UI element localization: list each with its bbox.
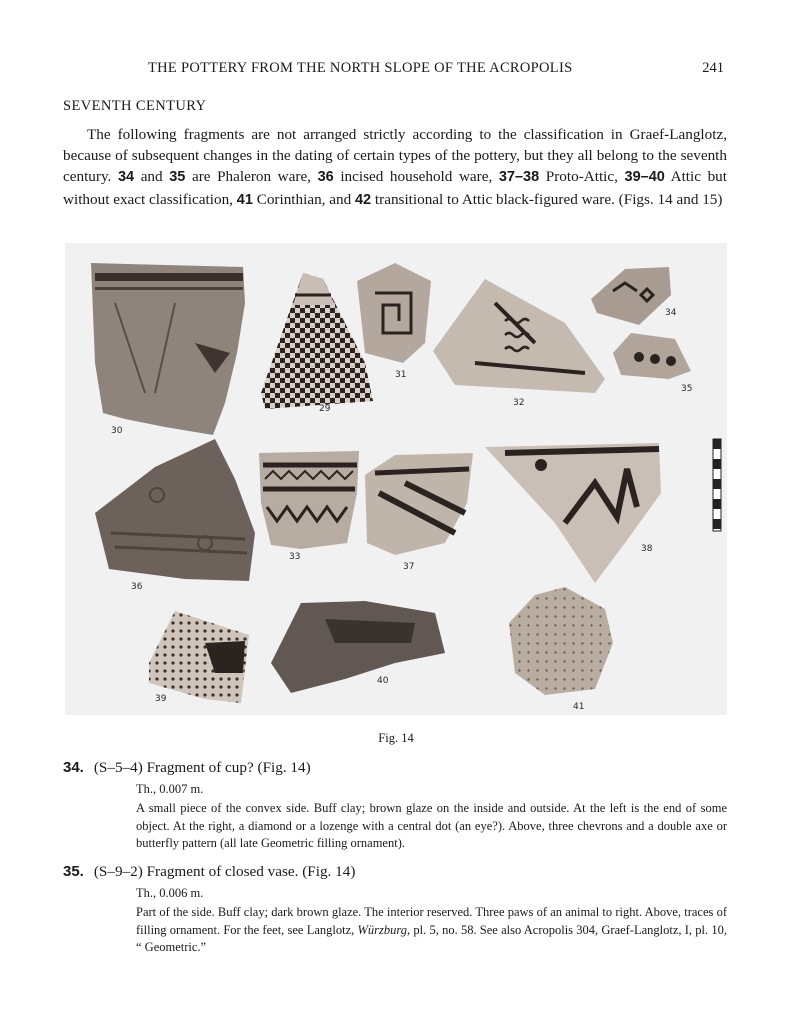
ref-39-40: 39–40 bbox=[624, 169, 665, 186]
fragment-label: 32 bbox=[513, 398, 525, 408]
fragment-label: 36 bbox=[131, 582, 143, 592]
entry-number: 35. bbox=[63, 863, 84, 880]
entry-dimension: Th., 0.006 m. bbox=[136, 886, 204, 900]
fragment-label: 30 bbox=[111, 426, 123, 436]
figure-plate bbox=[65, 243, 727, 715]
publication-title: Würzburg bbox=[357, 922, 408, 937]
fragment-label: 40 bbox=[377, 676, 389, 686]
entry-heading bbox=[63, 759, 727, 777]
fragment-37 bbox=[365, 453, 473, 555]
fragment-label: 31 bbox=[395, 370, 407, 380]
page-number: 241 bbox=[702, 60, 724, 76]
catalogue-entry-35 bbox=[63, 863, 727, 957]
fragment-label: 29 bbox=[319, 404, 331, 414]
fragment-39 bbox=[149, 611, 249, 703]
scale-bar bbox=[713, 439, 721, 531]
fragment-29 bbox=[261, 273, 373, 409]
ref-35: 35 bbox=[169, 169, 186, 186]
fragment-label: 35 bbox=[681, 384, 693, 394]
fragment-label: 38 bbox=[641, 544, 653, 554]
entry-heading bbox=[63, 863, 727, 881]
fragment-label: 39 bbox=[155, 694, 167, 704]
running-title: THE POTTERY FROM THE NORTH SLOPE OF THE ACROPOLIS bbox=[148, 60, 573, 76]
entry-title: (S–5–4) Fragment of cup? (Fig. 14) bbox=[93, 759, 311, 776]
pottery-photograph bbox=[65, 243, 727, 715]
fragment-32 bbox=[433, 279, 605, 393]
section-heading: SEVENTH CENTURY bbox=[63, 98, 207, 114]
fragment-38 bbox=[485, 443, 661, 583]
ref-36: 36 bbox=[317, 169, 334, 186]
entry-title: (S–9–2) Fragment of closed vase. (Fig. 14) bbox=[93, 863, 356, 880]
figure-caption: Fig. 14 bbox=[378, 731, 414, 745]
entry-dimension: Th., 0.007 m. bbox=[136, 782, 204, 796]
fragment-label: 37 bbox=[403, 562, 415, 572]
fragment-label: 34 bbox=[665, 308, 677, 318]
entry-description: A small piece of the convex side. Buff clay; brown glaze on the inside and outside. At the left is the end of some object. At the right, a diamond or a lozenge with a central dot (an eye?). Above, three chevrons and a double axe or butterfly pattern (all late Geometric filling ornament). bbox=[136, 801, 727, 850]
fragment-label: 33 bbox=[289, 552, 301, 562]
fragment-35 bbox=[613, 333, 691, 379]
running-head bbox=[62, 60, 726, 80]
ref-42: 42 bbox=[354, 191, 372, 208]
fragment-41 bbox=[509, 587, 613, 695]
fragment-30 bbox=[91, 263, 245, 435]
catalogue-entry-34 bbox=[63, 759, 727, 853]
entry-description: Part of the side. Buff clay; dark brown glaze. The interior reserved. Three paws of an animal to right. Above, traces of filling ornament. For the feet, see Langlotz, Würzburg, pl. 5, no. 58. See also Acropolis 304, Graef-Langlotz, I, pl. 10, “ Geometric.” bbox=[136, 905, 727, 954]
fragment-34 bbox=[591, 267, 671, 325]
fragment-36 bbox=[95, 439, 255, 581]
ref-37-38: 37–38 bbox=[498, 169, 540, 186]
fragment-40 bbox=[271, 601, 445, 693]
fragment-31 bbox=[357, 263, 431, 363]
entry-number: 34. bbox=[63, 759, 84, 776]
fragment-label: 41 bbox=[573, 702, 585, 712]
ref-41: 41 bbox=[236, 191, 253, 208]
intro-paragraph: The following fragments are not arranged strictly according to the classification in Graef-Langlotz, because of subsequent changes in the dating of certain types of the pottery, but they all belong to the seventh century. 34 and 35 are Phaleron ware, 36 incised household ware, 37–38 Proto-Attic, 39–40 Attic but without exact classification, 41 Corinthian, and 42 transitional to Attic black-figured ware. (Figs. 14 and 15) bbox=[63, 126, 727, 208]
fragment-33 bbox=[259, 451, 359, 549]
ref-34: 34 bbox=[117, 169, 135, 186]
